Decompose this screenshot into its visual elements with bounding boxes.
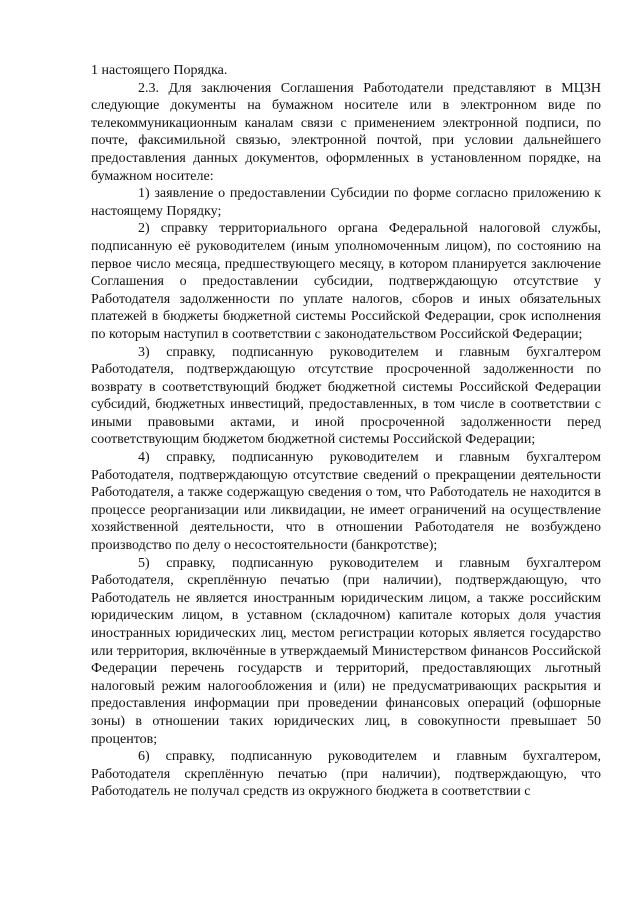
paragraph-continuation: 1 настоящего Порядка. bbox=[91, 63, 228, 78]
list-item-3-no-overdue-debt: 3) справку, подписанную руководителем и главным бухгалтером Работодателя, подтверждающую отсутствие просроченной задолженности по возврату в соответствующий бюджет бюджетной системы Российской Федерации субсидий, бюджетных инвестиций, предоставленных, в том числе в соответствии с иными правовыми актами, и иной просроченной задолженности перед соответствующим бюджетом бюджетной системы Российской Федерации; bbox=[91, 344, 601, 448]
list-item-1-application: 1) заявление о предоставлении Субсидии по форме согласно приложению к настоящему Порядку; bbox=[91, 186, 601, 219]
list-item-4-no-termination: 4) справку, подписанную руководителем и главным бухгалтером Работодателя, подтверждающую отсутствие сведений о прекращении деятельности Работодателя, а также содержащую сведения о том, что Работодатель не находится в процессе реорганизации или ликвидации, не имеет ограничений на осуществление хозяйственной деятельности, что в отношении Работодателя не возбуждено производство по делу о несостоятельности (банкротстве); bbox=[91, 450, 601, 554]
list-item-5-not-foreign-entity: 5) справку, подписанную руководителем и главным бухгалтером Работодателя, скреплённую печатью (при наличии), подтверждающую, что Работодатель не является иностранным юридическим лицом, а также российским юридическим лицом, в уставном (складочном) капитале которых доля участия иностранных юридических лиц, местом регистрации которых является государство или территория, включённые в утверждаемый Министерством финансов Российской Федерации перечень государств и территорий, предоставляющих льготный налоговый режим налогообложения и (или) не предусматривающих раскрытия и предоставления информации при проведении финансовых операций (офшорные зоны) в отношении таких юридических лиц, в совокупности превышает 50 процентов; bbox=[91, 555, 601, 747]
paragraph-clause-2-3: 2.3. Для заключения Соглашения Работодатели представляют в МЦЗН следующие документы на бумажном носителе или в электронном виде по телекоммуникационным каналам связи с применением электронной подписи, по почте, факсимильной связью, электронной почтой, при условии дальнейшего предоставления данных документов, оформленных в установленном порядке, на бумажном носителе: bbox=[91, 80, 601, 184]
document-body bbox=[91, 62, 601, 801]
list-item-2-tax-certificate: 2) справку территориального органа Федеральной налоговой службы, подписанную её руководителем (иным уполномоченным лицом), по состоянию на первое число месяца, предшествующего месяцу, в котором планируется заключение Соглашения о предоставлении субсидии, подтверждающую отсутствие у Работодателя задолженности по уплате налогов, сборов и иных обязательных платежей в бюджеты бюджетной системы Российской Федерации, срок исполнения по которым наступил в соответствии с законодательством Российской Федерации; bbox=[91, 221, 601, 342]
list-item-6-no-district-funds: 6) справку, подписанную руководителем и главным бухгалтером, Работодателя скреплённую печатью (при наличии), подтверждающую, что Работодатель не получал средств из окружного бюджета в соответствии с bbox=[91, 749, 601, 800]
